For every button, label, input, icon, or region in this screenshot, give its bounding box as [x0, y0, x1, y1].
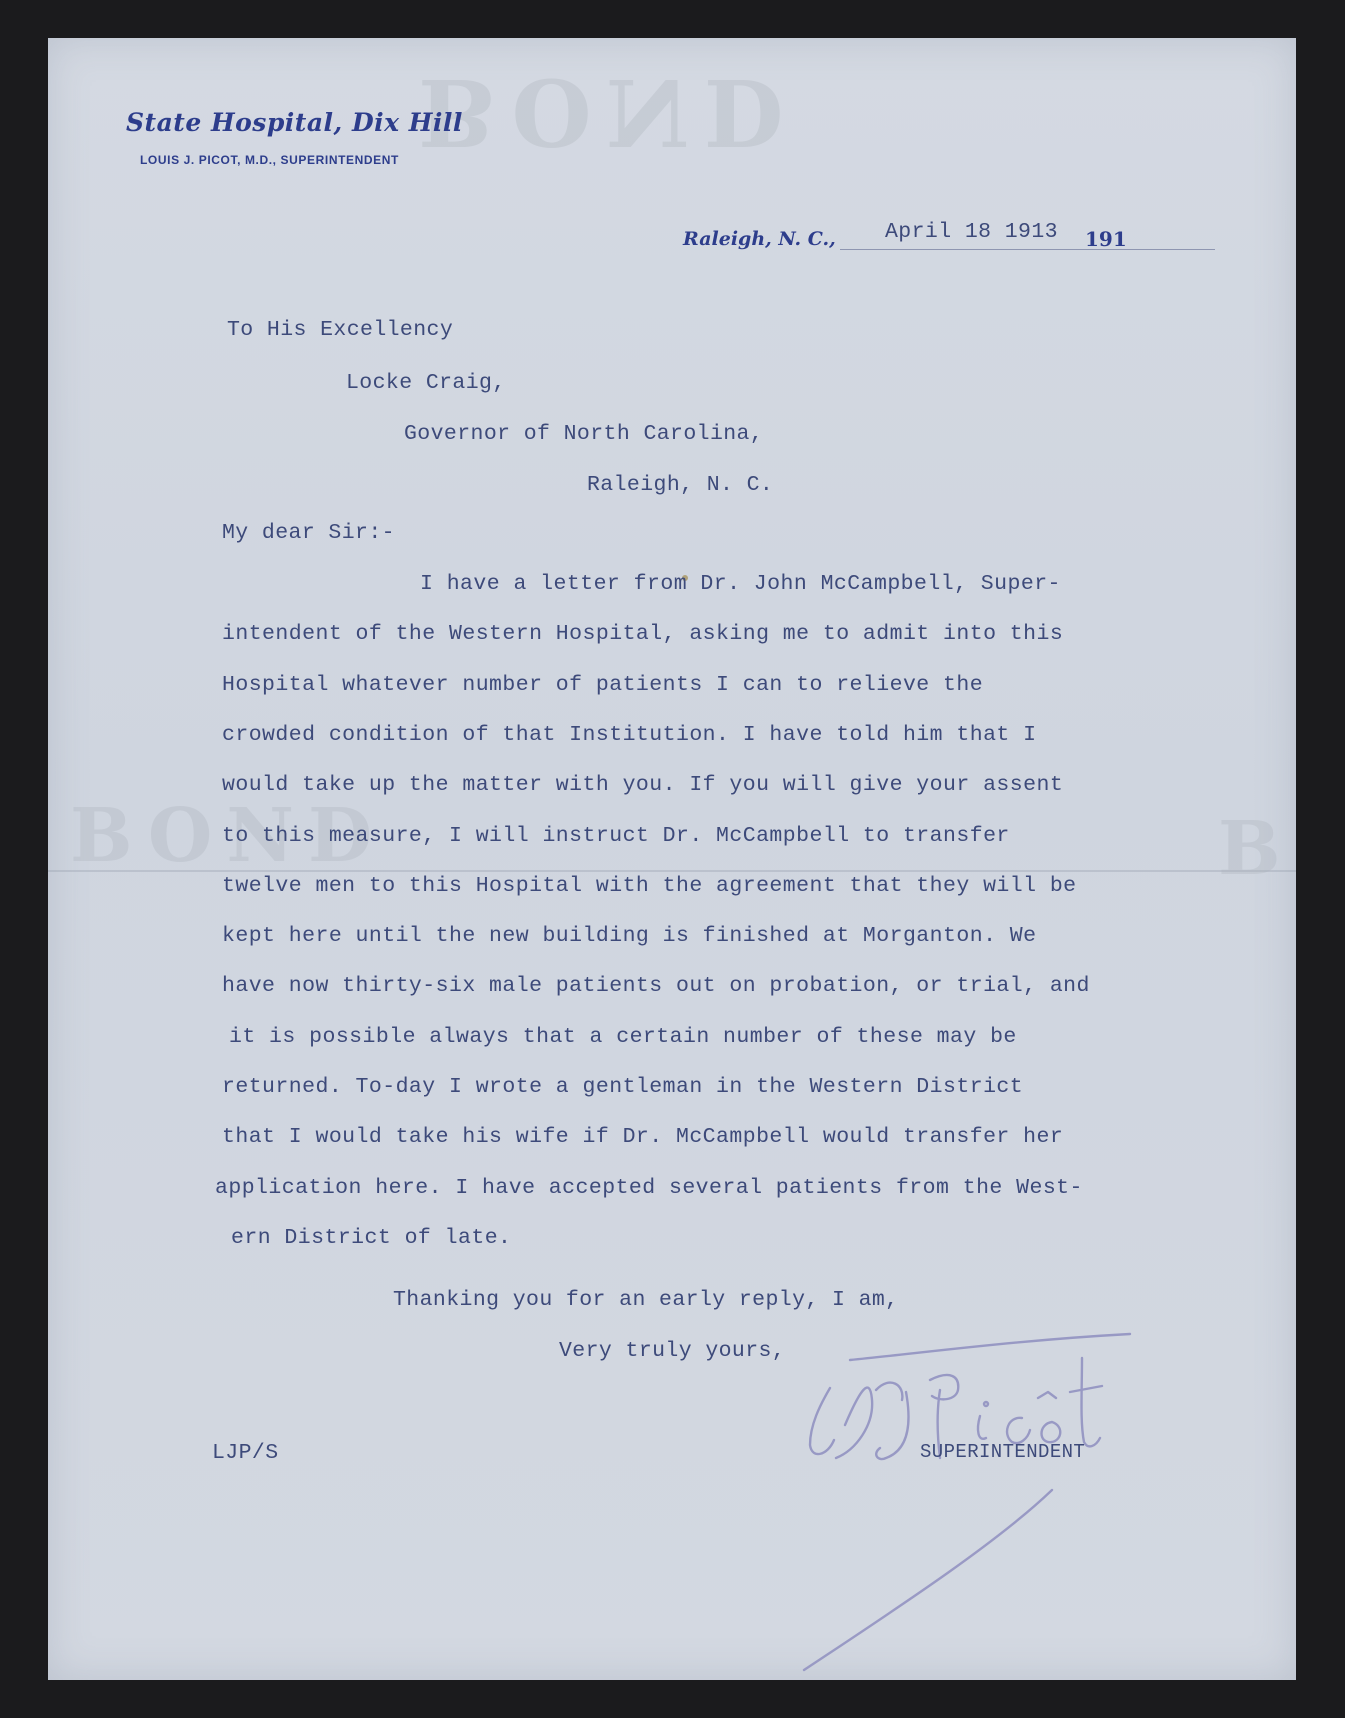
address-line: Governor of North Carolina,	[404, 422, 764, 446]
address-line: Locke Craig,	[346, 371, 506, 395]
body-line: intendent of the Western Hospital, asking me to admit into this	[222, 622, 1064, 647]
body-line: I have a letter from Dr. John McCampbell, Super-	[420, 572, 1061, 596]
letterhead-superintendent: LOUIS J. PICOT, M.D., SUPERINTENDENT	[140, 153, 399, 167]
letterhead-place: Raleigh, N. C.,	[683, 228, 836, 250]
handwritten-signature	[790, 1330, 1170, 1680]
body-line: to this measure, I will instruct Dr. McCampbell to transfer	[222, 823, 1010, 848]
body-line: that I would take his wife if Dr. McCampbell would transfer her	[222, 1125, 1064, 1150]
greeting: My dear Sir:-	[222, 521, 395, 545]
signer-title: SUPERINTENDENT	[920, 1441, 1086, 1463]
body-line: twelve men to this Hospital with the agreement that they will be	[222, 873, 1077, 898]
body-line: would take up the matter with you. If you will give your assent	[222, 773, 1064, 798]
watermark-middle: BOND	[70, 793, 387, 879]
address-line: To His Excellency	[227, 318, 454, 342]
closing-line: Thanking you for an early reply, I am,	[393, 1288, 899, 1312]
letterhead-institution: State Hospital, Dix Hill	[126, 108, 463, 137]
body-line: have now thirty-six male patients out on probation, or trial, and	[222, 974, 1090, 999]
body-line: Hospital whatever number of patients I can to relieve the	[222, 672, 984, 697]
address-line: Raleigh, N. C.	[587, 473, 774, 497]
typist-initials: LJP/S	[212, 1441, 279, 1465]
closing-line: Very truly yours,	[559, 1339, 786, 1363]
body-line: application here. I have accepted several patients from the West-	[215, 1175, 1083, 1200]
body-line: crowded condition of that Institution. I have told him that I	[222, 722, 1037, 747]
body-line: it is possible always that a certain number of these may be	[229, 1024, 1017, 1049]
watermark-top: BOND	[418, 58, 798, 166]
watermark-right: B	[1218, 806, 1295, 892]
letter-date: April 18 1913	[885, 220, 1058, 244]
body-line: kept here until the new building is finished at Morganton. We	[222, 924, 1037, 949]
letterhead-year: 191	[1085, 227, 1127, 251]
date-rule	[840, 249, 1215, 250]
body-line: returned. To-day I wrote a gentleman in the Western District	[222, 1075, 1024, 1099]
body-line: ern District of late.	[231, 1225, 512, 1250]
